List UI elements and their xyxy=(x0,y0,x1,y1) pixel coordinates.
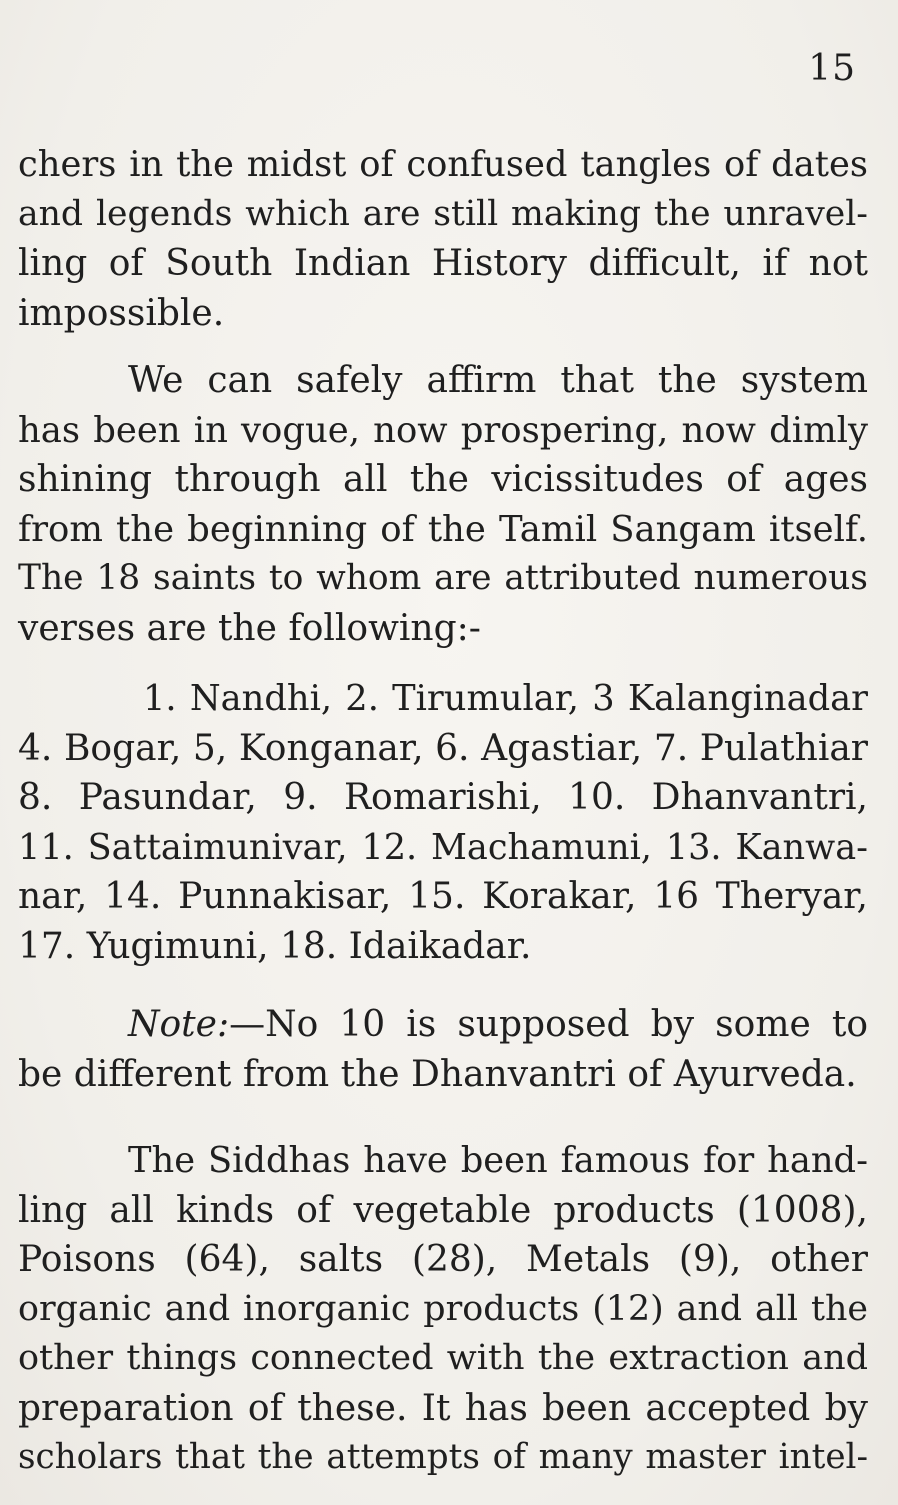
text-line: preparation of these. It has been accepted by xyxy=(18,1387,868,1429)
list-line: 8. Pasundar, 9. Romarishi, 10. Dhanvantri, xyxy=(18,777,868,818)
text-line: other things connected with the extraction and xyxy=(18,1338,868,1378)
text-line: scholars that the attempts of many master intel- xyxy=(18,1437,868,1477)
text-line: chers in the midst of confused tangles of dates xyxy=(18,144,868,185)
paragraph-system-history xyxy=(18,356,868,653)
text-line: verses are the following:- xyxy=(18,607,481,649)
text-line: Poisons (64), salts (28), Metals (9), other xyxy=(18,1239,868,1280)
text-line: and legends which are still making the unravel- xyxy=(18,193,868,234)
list-line: 4. Bogar, 5, Konganar, 6. Agastiar, 7. Pulathiar xyxy=(18,727,868,769)
paragraph-siddhas xyxy=(18,1136,868,1483)
note-label: Note: xyxy=(128,1004,230,1045)
note-paragraph xyxy=(18,1000,868,1099)
note-second-line: be different from the Dhanvantri of Ayurveda. xyxy=(18,1053,857,1095)
page-number: 15 xyxy=(808,48,856,89)
text-line: impossible. xyxy=(18,292,225,334)
text-line: ling all kinds of vegetable products (1008), xyxy=(18,1189,868,1231)
list-line: nar, 14. Punnakisar, 15. Korakar, 16 Theryar, xyxy=(18,876,868,917)
text-line: organic and inorganic products (12) and all the xyxy=(18,1288,868,1329)
text-line: has been in vogue, now prospering, now dimly xyxy=(18,409,868,451)
text-line: The Siddhas have been famous for hand- xyxy=(128,1140,868,1181)
saints-list xyxy=(18,674,868,971)
note-first-line xyxy=(18,1000,868,1050)
list-line: 17. Yugimuni, 18. Idaikadar. xyxy=(18,925,532,967)
note-text: —No 10 is supposed by some to xyxy=(229,1004,868,1045)
text-line: We can safely affirm that the system xyxy=(128,360,868,401)
text-line: The 18 saints to whom are attributed numerous xyxy=(18,558,868,598)
paragraph-continuation xyxy=(18,140,868,338)
list-line: 11. Sattaimunivar, 12. Machamuni, 13. Kanwa- xyxy=(18,826,868,868)
text-line: ling of South Indian History difficult, if not xyxy=(18,243,868,284)
list-line: 1. Nandhi, 2. Tirumular, 3 Kalanginadar xyxy=(143,678,868,719)
text-line: shining through all the vicissitudes of ages xyxy=(18,459,868,500)
text-line: from the beginning of the Tamil Sangam itself. xyxy=(18,508,868,550)
